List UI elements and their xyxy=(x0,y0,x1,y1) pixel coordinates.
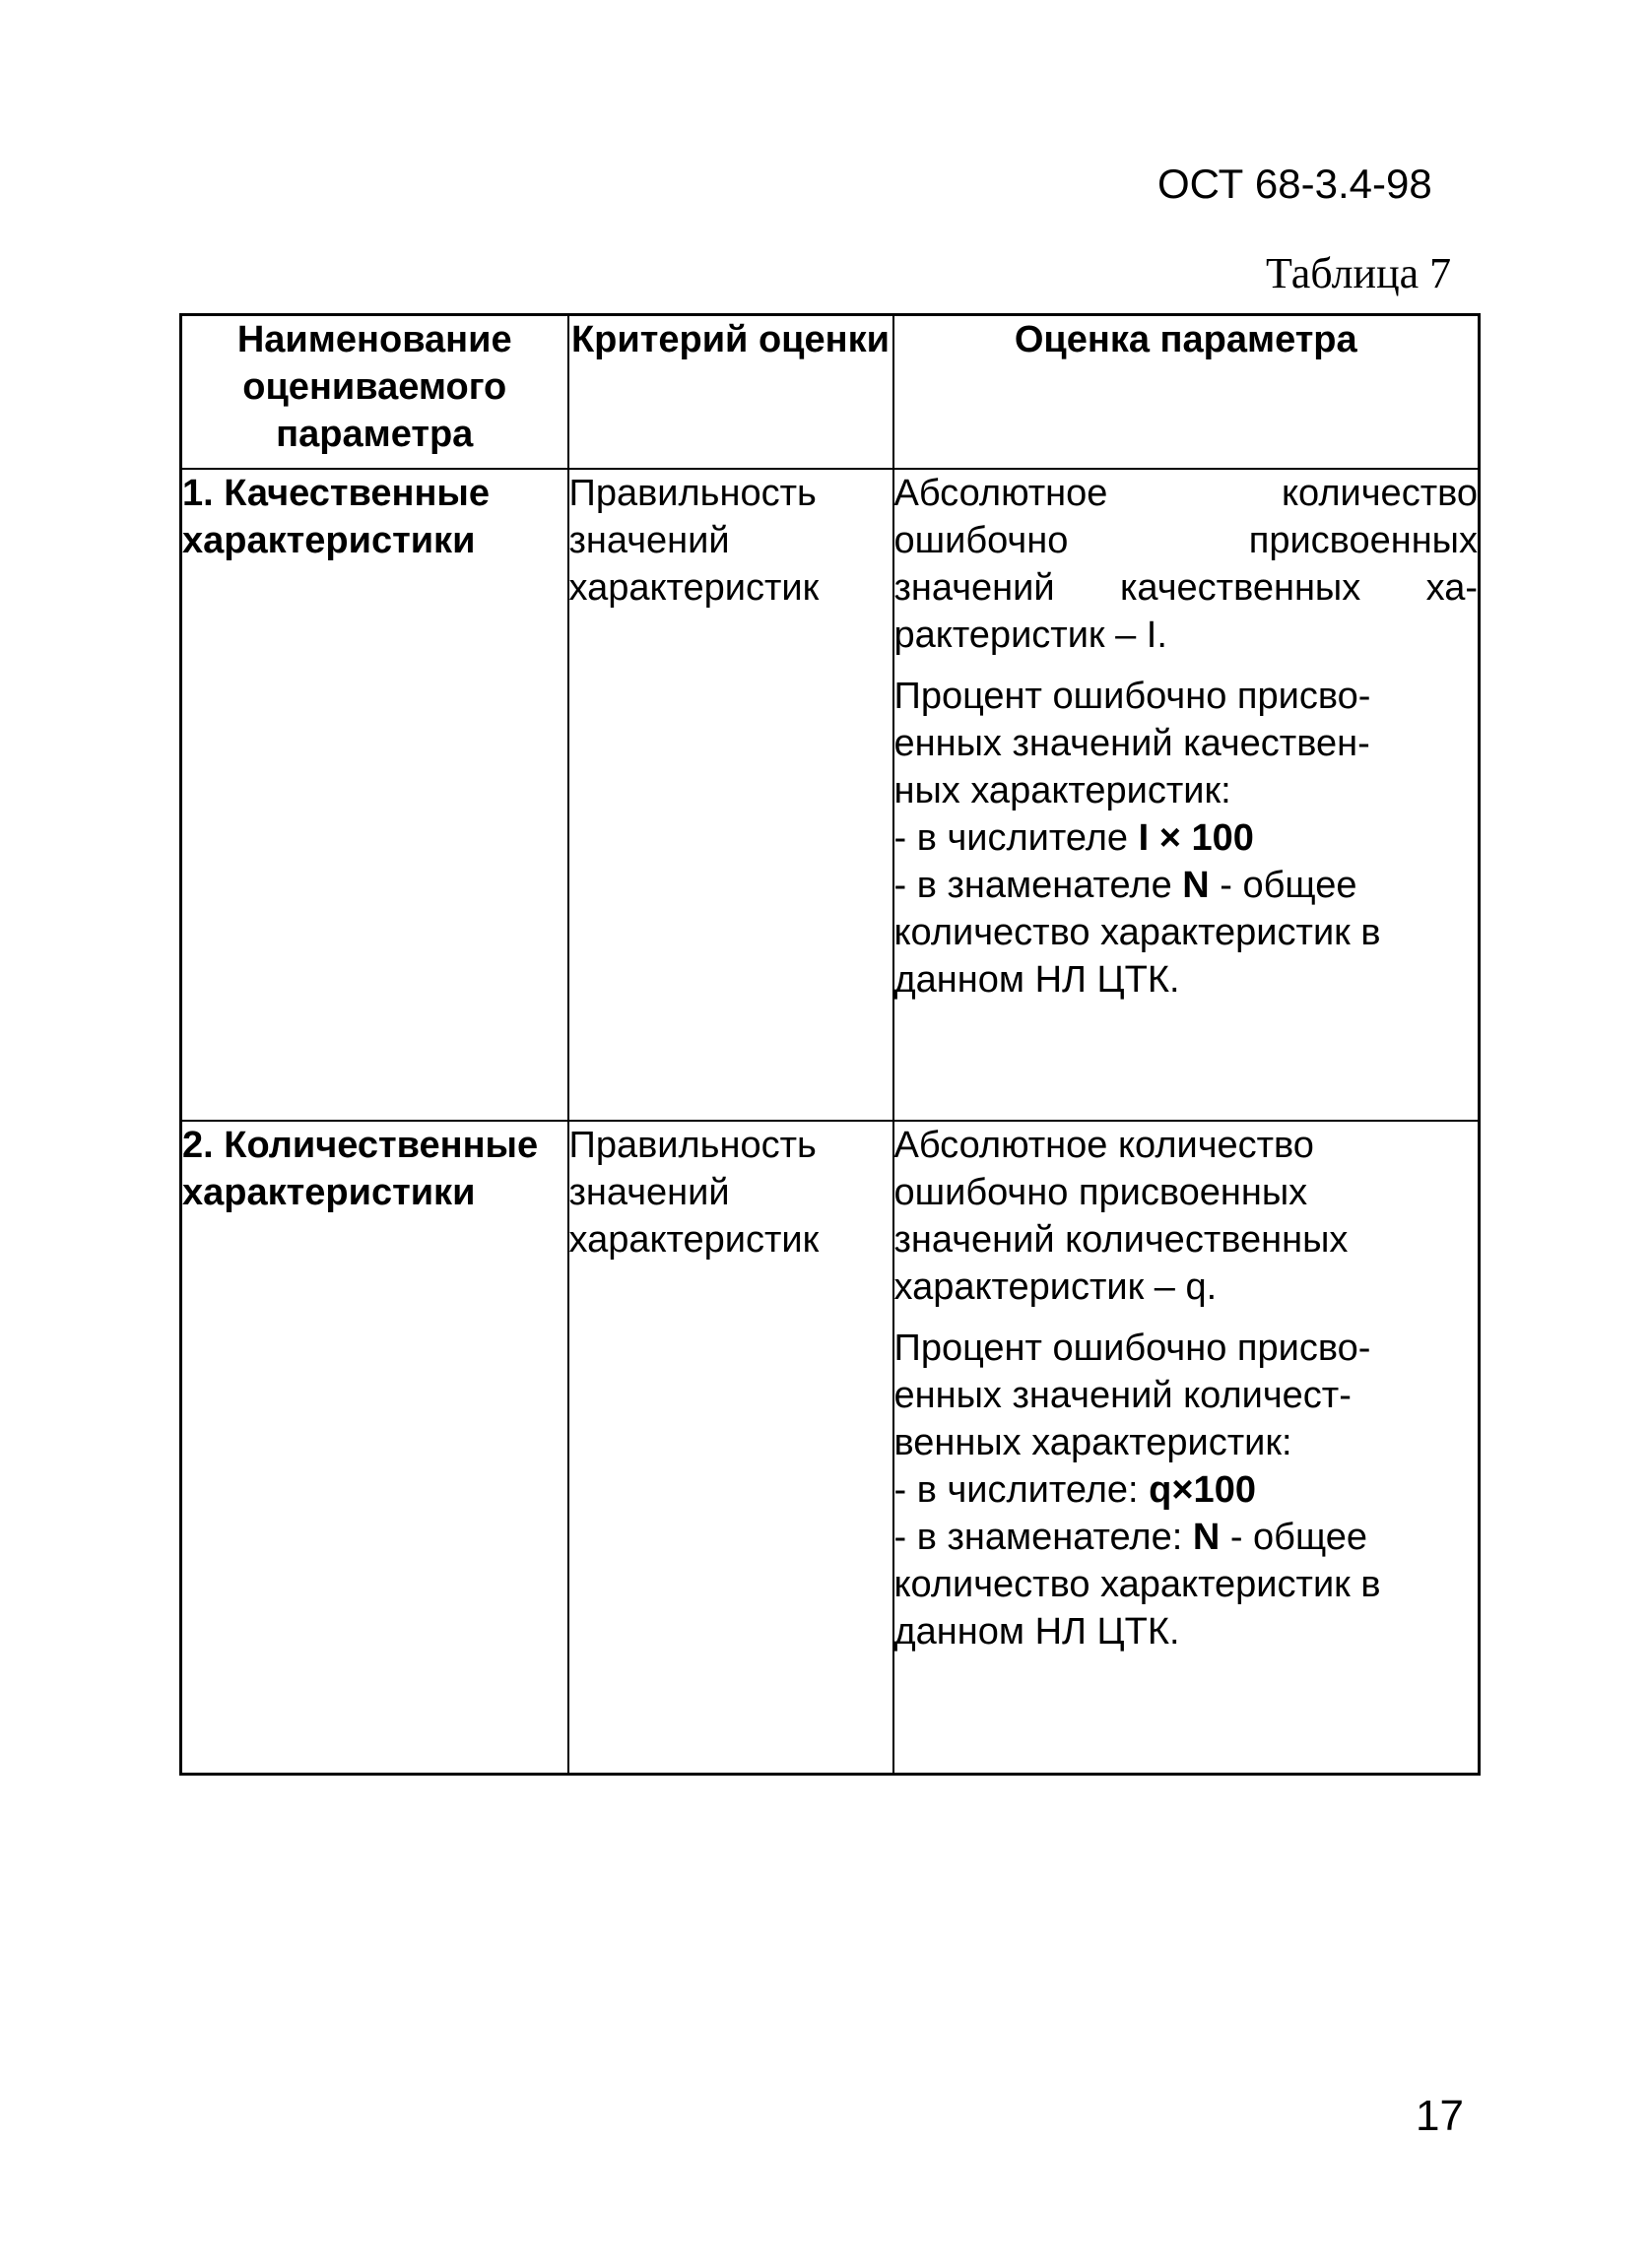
numerator-formula: q×100 xyxy=(1149,1469,1256,1511)
table-label: Таблица 7 xyxy=(1266,249,1452,297)
table-row xyxy=(181,1121,1480,1774)
text-line: ошибочно присвоенных xyxy=(893,1172,1308,1213)
row-1-assessment xyxy=(893,469,1480,1121)
evaluation-table xyxy=(179,313,1481,1776)
text-line: Процент ошибочно присво- xyxy=(893,1328,1371,1369)
denominator-description: - общее xyxy=(1209,865,1357,906)
header-criterion: Критерий оценки xyxy=(568,315,893,470)
row-2-percent-text xyxy=(894,1325,1479,1655)
text-line: значений количественных xyxy=(893,1219,1349,1261)
header-assessment: Оценка параметра xyxy=(893,315,1480,470)
numerator-line xyxy=(894,1466,1479,1514)
numerator-label: - в числителе: xyxy=(893,1469,1150,1511)
text-line: енных значений качествен- xyxy=(893,723,1370,764)
denominator-description: - общее xyxy=(1220,1517,1368,1558)
denominator-symbol: N xyxy=(1192,1517,1221,1558)
text-line: Абсолютное количество xyxy=(893,1125,1314,1166)
row-1-absolute-count-text xyxy=(894,470,1479,659)
table-row xyxy=(181,469,1480,1121)
text-line: ных характеристик: xyxy=(893,770,1231,811)
text-line: венных характеристик: xyxy=(893,1422,1292,1463)
text-line: количество характеристик в xyxy=(893,912,1381,953)
text-line: ошибочно присвоенных xyxy=(893,520,1478,561)
row-2-criterion: Правильность значений характеристик xyxy=(568,1121,893,1774)
row-2-parameter-name: 2. Количественные характеристики xyxy=(181,1121,568,1774)
row-1-percent-text xyxy=(894,673,1479,1004)
denominator-label: - в знаменателе: xyxy=(893,1517,1193,1558)
text-line: характеристик – q. xyxy=(893,1266,1218,1308)
text-line: рактеристик – I. xyxy=(893,615,1167,656)
text-line: данном НЛ ЦТК. xyxy=(893,1611,1180,1652)
row-1-criterion: Правильность значений характеристик xyxy=(568,469,893,1121)
numerator-label: - в числителе xyxy=(893,817,1139,859)
row-1-parameter-name: 1. Качественные характеристики xyxy=(181,469,568,1121)
page-number: 17 xyxy=(1416,2092,1464,2140)
text-line: данном НЛ ЦТК. xyxy=(893,959,1180,1001)
table-header-row xyxy=(181,315,1480,470)
row-2-assessment xyxy=(893,1121,1480,1774)
document-code: ОСТ 68-3.4-98 xyxy=(1157,161,1432,207)
text-line: Абсолютное количество xyxy=(893,473,1478,514)
denominator-label: - в знаменателе xyxy=(893,865,1183,906)
denominator-symbol: N xyxy=(1182,865,1210,906)
header-parameter-name: Наименование оцениваемого параметра xyxy=(181,315,568,470)
numerator-line xyxy=(894,814,1479,862)
text-line: количество характеристик в xyxy=(893,1564,1381,1605)
denominator-line xyxy=(894,1514,1479,1561)
text-line: значений качественных ха- xyxy=(893,567,1478,609)
denominator-line xyxy=(894,862,1479,909)
text-line: Процент ошибочно присво- xyxy=(893,676,1371,717)
text-line: енных значений количест- xyxy=(893,1375,1352,1416)
numerator-formula: I × 100 xyxy=(1138,817,1254,859)
row-2-absolute-count-text xyxy=(894,1122,1479,1311)
